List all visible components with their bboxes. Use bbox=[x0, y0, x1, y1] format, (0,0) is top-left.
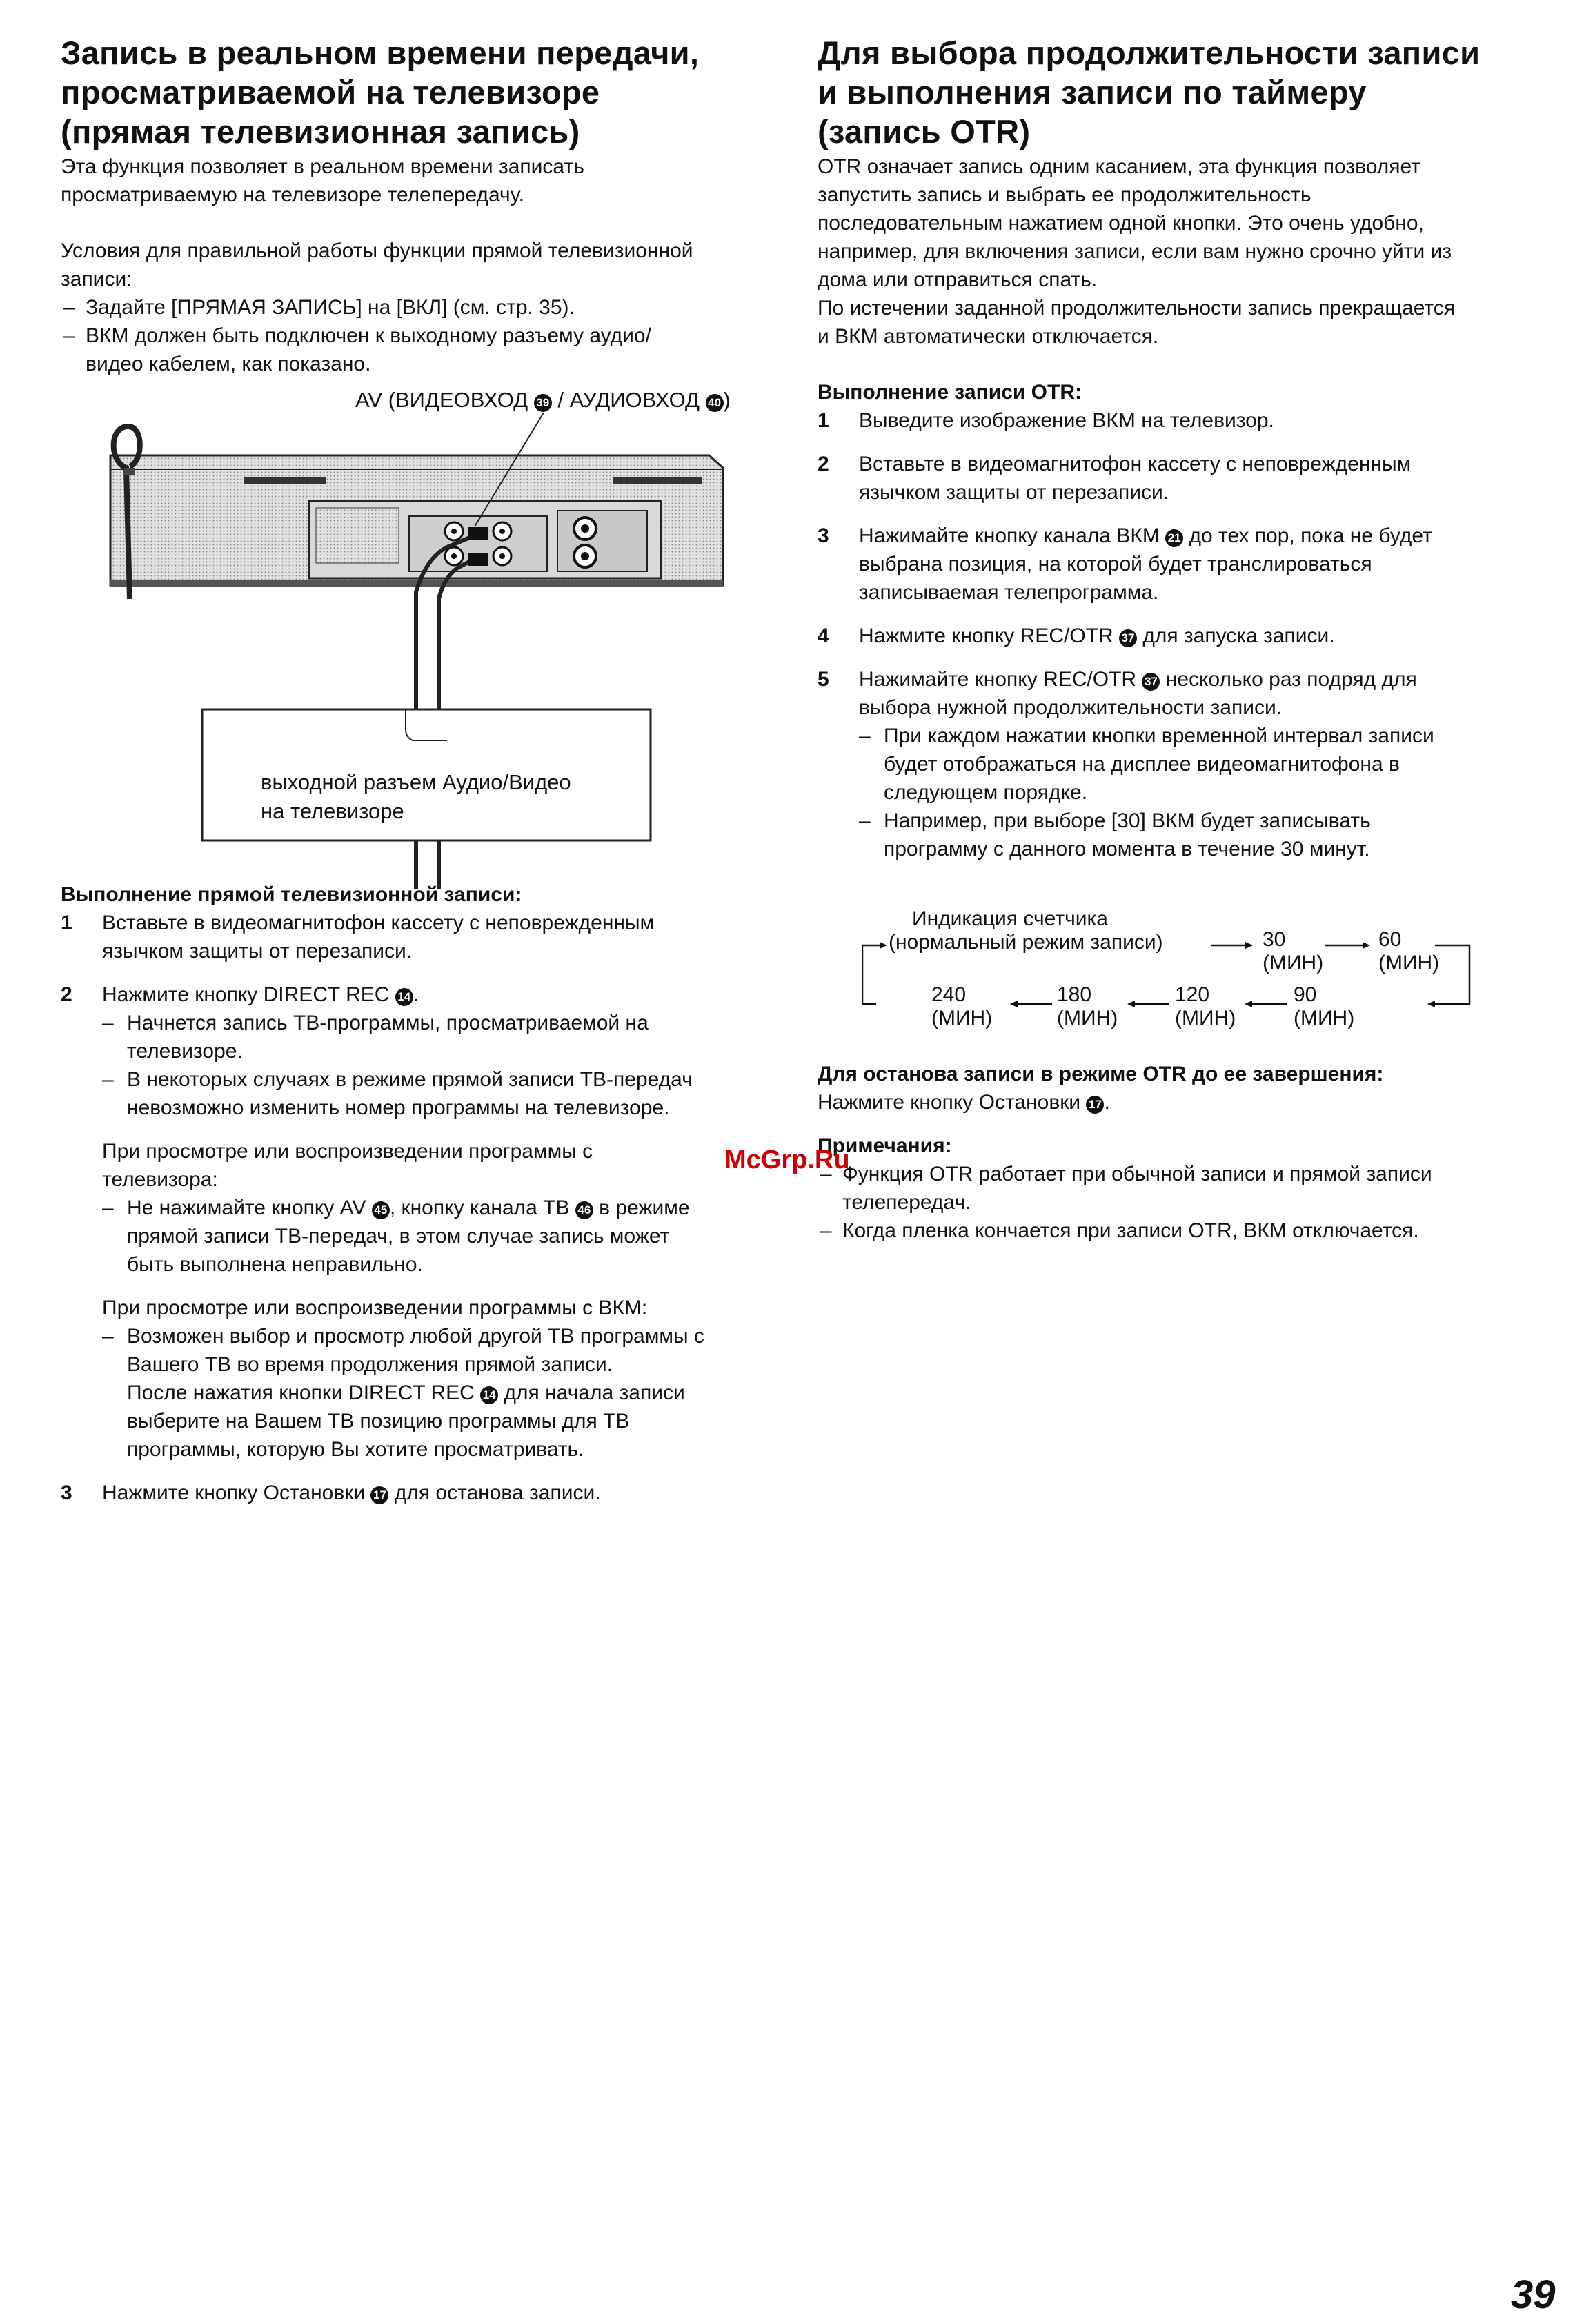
otr-value-30: 30 (МИН) bbox=[1263, 928, 1324, 974]
circled-number-icon: 46 bbox=[575, 1201, 593, 1219]
step-1: 1 Вставьте в видеомагнитофон кассету с неповрежденным язычком защиты от перезаписи. bbox=[61, 912, 655, 963]
note-item: – Функция OTR работает при обычной записи и прямой записи телепередач. bbox=[818, 1160, 1535, 1217]
procedure-title: Выполнение прямой телевизионной записи: bbox=[61, 883, 522, 906]
condition-item: – ВКМ должен быть подключен к выходному разъему аудио/ видео кабелем, как показано. bbox=[61, 322, 758, 378]
otr-value-240: 240 (МИН) bbox=[931, 983, 993, 1030]
circled-number-icon: 14 bbox=[480, 1386, 498, 1404]
left-title: Запись в реальном времени передачи, просматриваемой на телевизоре (прямая телевизионная запись) bbox=[61, 35, 700, 150]
note-item: – Когда пленка кончается при записи OTR, ВКМ отключается. bbox=[818, 1217, 1535, 1245]
circled-number-icon: 17 bbox=[1086, 1096, 1104, 1114]
right-intro: OTR означает запись одним касанием, эта функция позволяет запустить запись и выбрать ее продолжительность последовательным нажатием одной кнопки. Это очень удобно, например, для включения записи, если вам нужно срочно уйти из дома или отправиться спать. По истечении заданной продолжительности запись прекращается и ВКМ автоматически отключается. bbox=[818, 155, 1456, 348]
otr-value-180: 180 (МИН) bbox=[1057, 983, 1118, 1030]
av-label: AV (ВИДЕОВХОД 39 / АУДИОВХОД 40 ) bbox=[355, 388, 731, 412]
notes-title: Примечания: bbox=[818, 1134, 952, 1157]
otr-value-120: 120 (МИН) bbox=[1175, 983, 1236, 1030]
vcr-watch-note: – Возможен выбор и просмотр любой другой ТВ программы с Вашего ТВ во время продолжения прямой записи. После нажатия кнопки DIRECT REC 14 для начала записи выберите на Вашем ТВ позицию программы для ТВ программы, которую Вы хотите просматривать. bbox=[61, 1322, 758, 1464]
otr-step-5-note: – При каждом нажатии кнопки временной интервал записи будет отображаться на дисплее видеомагнитофона в следующем порядке. bbox=[818, 722, 1535, 807]
circled-number-icon: 17 bbox=[370, 1486, 388, 1504]
step-2: 2 Нажмите кнопку DIRECT REC 14 . bbox=[61, 983, 419, 1006]
tv-watch-note: – Не нажимайте кнопку AV 45 , кнопку канала ТВ 46 в режиме прямой записи ТВ-передач, в этом случае запись может быть выполнена неправильно. bbox=[61, 1194, 758, 1279]
stop-title: Для останова записи в режиме OTR до ее завершения: bbox=[818, 1063, 1384, 1085]
right-column bbox=[818, 33, 1535, 1245]
circled-number-icon: 40 bbox=[706, 394, 724, 412]
condition-item: – Задайте [ПРЯМАЯ ЗАПИСЬ] на [ВКЛ] (см. стр. 35). bbox=[61, 293, 758, 322]
step-2-note: – В некоторых случаях в режиме прямой записи ТВ-передач невозможно изменить номер программы на телевизоре. bbox=[61, 1065, 758, 1122]
vcr-rear-panel-illustration bbox=[61, 385, 758, 923]
vcr-watch-title: При просмотре или воспроизведении программы с ВКМ: bbox=[102, 1297, 648, 1319]
otr-procedure-title: Выполнение записи OTR: bbox=[818, 381, 1082, 404]
step-2-note: – Начнется запись ТВ-программы, просматриваемой на телевизоре. bbox=[61, 1009, 758, 1065]
circled-number-icon: 14 bbox=[395, 988, 413, 1006]
stop-text: Нажмите кнопку Остановки 17 . bbox=[818, 1091, 1110, 1114]
step-3: 3 Нажмите кнопку Остановки 17 для останова записи. bbox=[61, 1481, 601, 1504]
page-number: 39 bbox=[1511, 2272, 1556, 2317]
otr-step-3: 3 Нажимайте кнопку канала ВКМ 21 до тех пор, пока не будет выбрана позиция, на которой будет транслироваться записываемая телепрограмма. bbox=[818, 524, 1432, 604]
circled-number-icon: 21 bbox=[1165, 529, 1183, 547]
tv-output-label: выходной разъем Аудио/Видео на телевизоре bbox=[261, 770, 571, 823]
circled-number-icon: 39 bbox=[534, 394, 552, 412]
otr-value-90: 90 (МИН) bbox=[1294, 983, 1355, 1030]
counter-label: Индикация счетчика (нормальный режим записи) bbox=[889, 907, 1163, 954]
otr-value-60: 60 (МИН) bbox=[1378, 928, 1440, 974]
otr-step-5: 5 Нажимайте кнопку REC/OTR 37 несколько раз подряд для выбора нужной продолжительности записи. bbox=[818, 668, 1417, 719]
circled-number-icon: 37 bbox=[1142, 673, 1160, 691]
tv-watch-title: При просмотре или воспроизведении программы с телевизора: bbox=[102, 1140, 593, 1191]
otr-step-4: 4 Нажмите кнопку REC/OTR 37 для запуска записи. bbox=[818, 624, 1335, 647]
right-title: Для выбора продолжительности записи и выполнения записи по таймеру (запись OTR) bbox=[818, 35, 1481, 150]
conditions-title: Условия для правильной работы функции прямой телевизионной записи: bbox=[61, 239, 693, 290]
watermark: McGrp.Ru bbox=[724, 1145, 850, 1174]
circled-number-icon: 37 bbox=[1119, 629, 1137, 647]
otr-sequence-diagram bbox=[862, 907, 1483, 1038]
connection-diagram bbox=[61, 385, 758, 923]
left-intro: Эта функция позволяет в реальном времени записать просматриваемую на телевизоре телепередачу. bbox=[61, 155, 584, 206]
otr-step-2: 2 Вставьте в видеомагнитофон кассету с неповрежденным язычком защиты от перезаписи. bbox=[818, 453, 1412, 504]
otr-step-5-note: – Например, при выборе [30] ВКМ будет записывать программу с данного момента в течение 30 минут. bbox=[818, 807, 1535, 863]
left-column bbox=[61, 33, 758, 1507]
circled-number-icon: 45 bbox=[372, 1201, 390, 1219]
otr-step-1: 1 Выведите изображение ВКМ на телевизор. bbox=[818, 409, 1274, 432]
